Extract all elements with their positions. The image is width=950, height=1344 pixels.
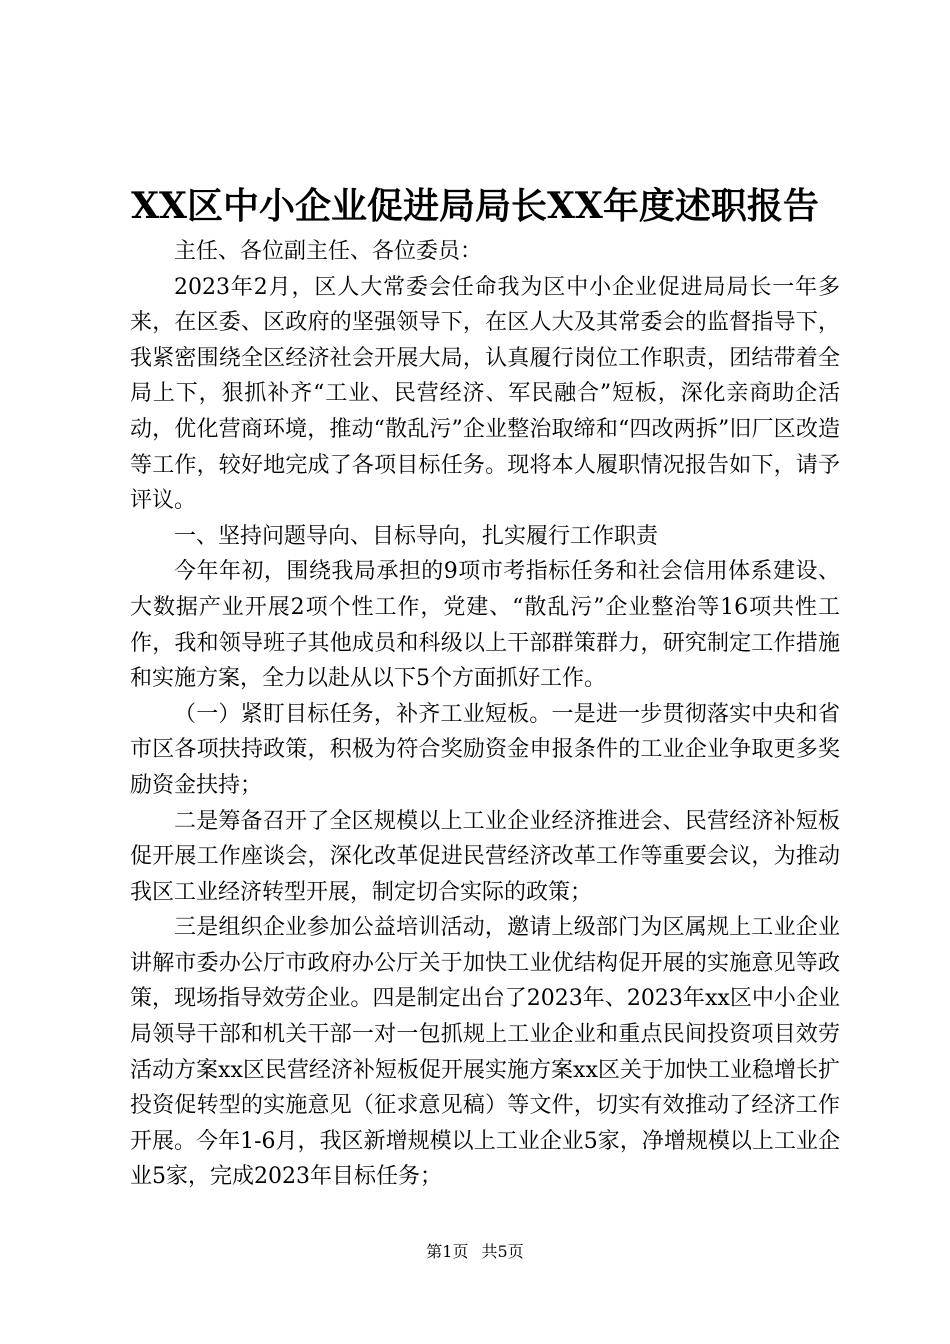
- body-paragraph: 二是筹备召开了全区规模以上工业企业经济推进会、民营经济补短板促开展工作座谈会，深化改革促进民营经济改革工作等重要会议，为推动我区工业经济转型开展，制定切合实际的政策；: [130, 808, 840, 905]
- page-number: 第1页: [426, 1242, 469, 1261]
- page-total: 共5页: [481, 1242, 524, 1261]
- page-footer: [0, 1240, 950, 1264]
- body-paragraph: 三是组织企业参加公益培训活动，邀请上级部门为区属规上工业企业讲解市委办公厅市政府办公厅关于加快工业优结构促开展的实施意见等政策，现场指导效劳企业。四是制定出台了2023年、2023年xx区中小企业局领导干部和机关干部一对一包抓规上工业企业和重点民间投资项目效劳活动方案xx区民营经济补短板促开展实施方案xx区关于加快工业稳增长扩投资促转型的实施意见（征求意见稿）等文件，切实有效推动了经济工作开展。今年1-6月，我区新增规模以上工业企业5家，净增规模以上工业企业5家，完成2023年目标任务；: [130, 915, 840, 1190]
- salutation: 主任、各位副主任、各位委员：: [174, 239, 483, 264]
- document-body: [130, 234, 840, 1195]
- intro-paragraph: 2023年2月，区人大常委会任命我为区中小企业促进局局长一年多来，在区委、区政府的坚强领导下，在区人大及其常委会的监督指导下，我紧密围绕全区经济社会开展大局，认真履行岗位工作职责，团结带着全局上下，狠抓补齐“工业、民营经济、军民融合”短板，深化亲商助企活动，优化营商环境，推动“散乱污”企业整治取缔和“四改两拆”旧厂区改造等工作，较好地完成了各项目标任务。现将本人履职情况报告如下，请予评议。: [130, 274, 840, 514]
- body-paragraph: （一）紧盯目标任务，补齐工业短板。一是进一步贯彻落实中央和省市区各项扶持政策，积极为符合奖励资金申报条件的工业企业争取更多奖励资金扶持；: [130, 701, 840, 798]
- document-title: XX区中小企业促进局局长XX年度述职报告: [131, 185, 819, 227]
- section-heading: 一、坚持问题导向、目标导向，扎实履行工作职责: [174, 523, 659, 549]
- body-paragraph: 今年年初，围绕我局承担的9项市考指标任务和社会信用体系建设、大数据产业开展2项个性工作，党建、“散乱污”企业整治等16项共性工作，我和领导班子其他成员和科级以上干部群策群力，研究制定工作措施和实施方案，全力以赴从以下5个方面抓好工作。: [130, 559, 840, 692]
